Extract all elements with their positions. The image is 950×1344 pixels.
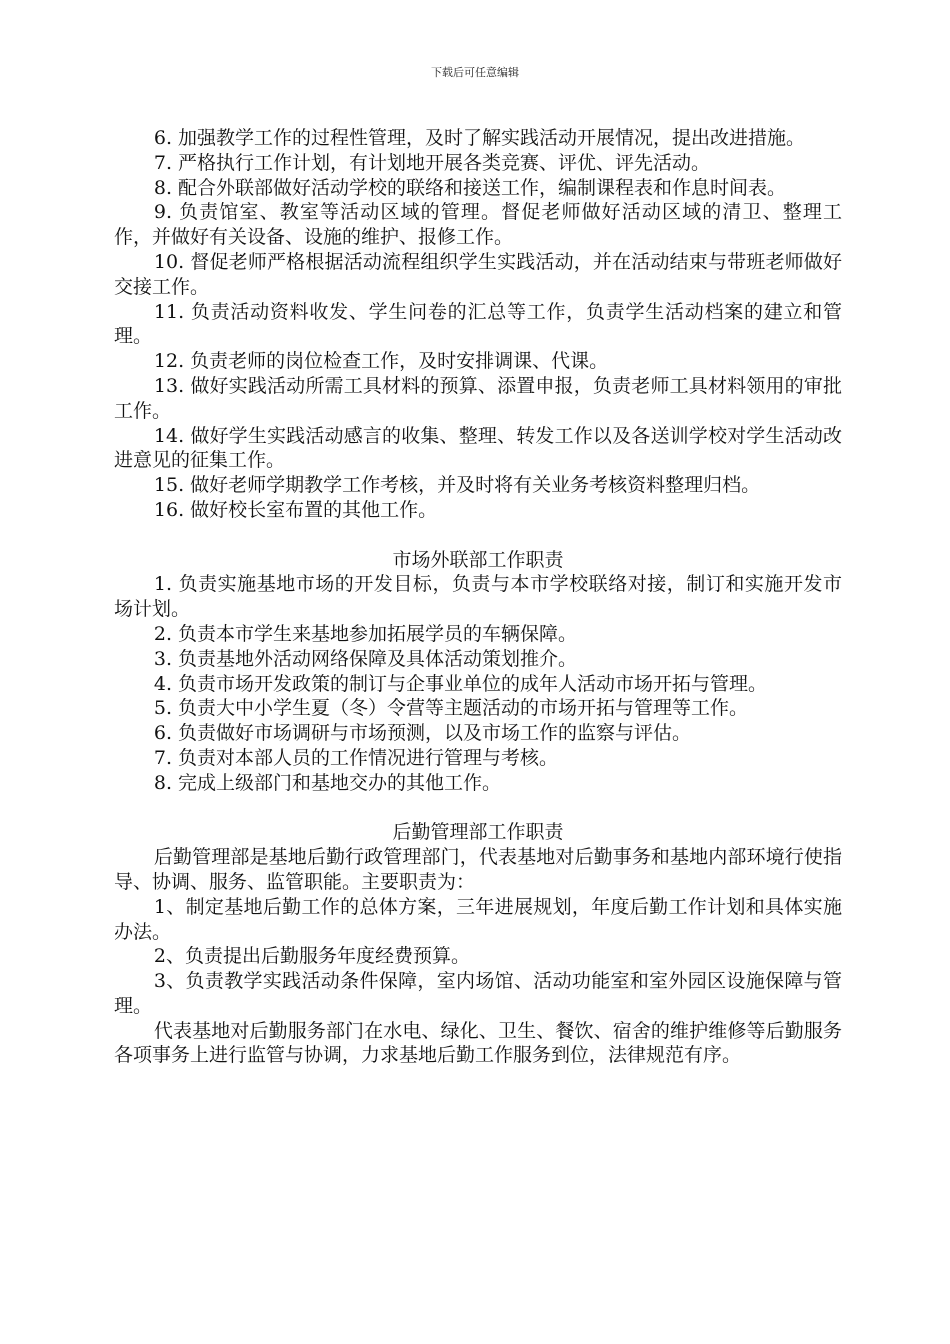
logistics-closing: 代表基地对后勤服务部门在水电、绿化、卫生、餐饮、宿舍的维护维修等后勤服务各项事务上进行监管与协调，力求基地后勤工作服务到位，法律规范有序。 [114,1019,842,1067]
duty-item-15: 15. 做好老师学期教学工作考核，并及时将有关业务考核资料整理归档。 [153,474,761,497]
duty-item-8: 8. 配合外联部做好活动学校的联络和接送工作，编制课程表和作息时间表。 [153,176,787,199]
marketing-item-4: 4. 负责市场开发政策的制订与企事业单位的成年人活动市场开拓与管理。 [153,672,768,695]
marketing-item-1: 1. 负责实施基地市场的开发目标，负责与本市学校联络对接，制订和实施开发市场计划。 [114,573,842,621]
duty-item-7: 7. 严格执行工作计划，有计划地开展各类竞赛、评优、评先活动。 [153,151,711,174]
duty-item-6: 6. 加强教学工作的过程性管理，及时了解实践活动开展情况，提出改进措施。 [153,127,806,149]
marketing-item-2: 2. 负责本市学生来基地参加拓展学员的车辆保障。 [153,622,578,645]
duty-item-10: 10. 督促老师严格根据活动流程组织学生实践活动，并在活动结束与带班老师做好交接工作。 [114,250,842,298]
section-logistics-duties [114,820,842,1068]
duty-item-16: 16. 做好校长室布置的其他工作。 [153,498,438,521]
document-body [114,126,842,1068]
marketing-item-7: 7. 负责对本部人员的工作情况进行管理与考核。 [153,746,559,769]
duty-item-14: 14. 做好学生实践活动感言的收集、整理、转发工作以及各送训学校对学生活动改进意见的征集工作。 [114,424,842,472]
marketing-item-3: 3. 负责基地外活动网络保障及具体活动策划推介。 [153,647,578,670]
blank-line [114,523,842,548]
logistics-item-3: 3、负责教学实践活动条件保障，室内场馆、活动功能室和室外园区设施保障与管理。 [114,970,842,1017]
marketing-item-8: 8. 完成上级部门和基地交办的其他工作。 [153,771,502,794]
section-teaching-duties [114,126,842,523]
duty-item-11: 11. 负责活动资料收发、学生问卷的汇总等工作，负责学生活动档案的建立和管理。 [114,300,842,348]
logistics-intro: 后勤管理部是基地后勤行政管理部门，代表基地对后勤事务和基地内部环境行使指导、协调、服务、监管职能。主要职责为： [114,846,842,893]
marketing-item-6: 6. 负责做好市场调研与市场预测，以及市场工作的监察与评估。 [153,722,692,745]
marketing-item-5: 5. 负责大中小学生夏（冬）令营等主题活动的市场开拓与管理等工作。 [153,697,749,720]
duty-item-9: 9. 负责馆室、教室等活动区域的管理。督促老师做好活动区域的清卫、整理工作，并做好有关设备、设施的维护、报修工作。 [114,201,842,249]
section-title-marketing: 市场外联部工作职责 [392,548,564,571]
duty-item-13: 13. 做好实践活动所需工具材料的预算、添置申报，负责老师工具材料领用的审批工作。 [114,374,842,422]
section-marketing-duties [114,548,842,796]
blank-line [114,796,842,821]
duty-item-12: 12. 负责老师的岗位检查工作，及时安排调课、代课。 [153,350,609,373]
logistics-item-2: 2、负责提出后勤服务年度经费预算。 [153,945,470,968]
logistics-item-1: 1、制定基地后勤工作的总体方案，三年进展规划，年度后勤工作计划和具体实施办法。 [114,895,842,943]
page-header: 下载后可任意编辑 [431,66,519,79]
section-title-logistics: 后勤管理部工作职责 [392,821,564,844]
